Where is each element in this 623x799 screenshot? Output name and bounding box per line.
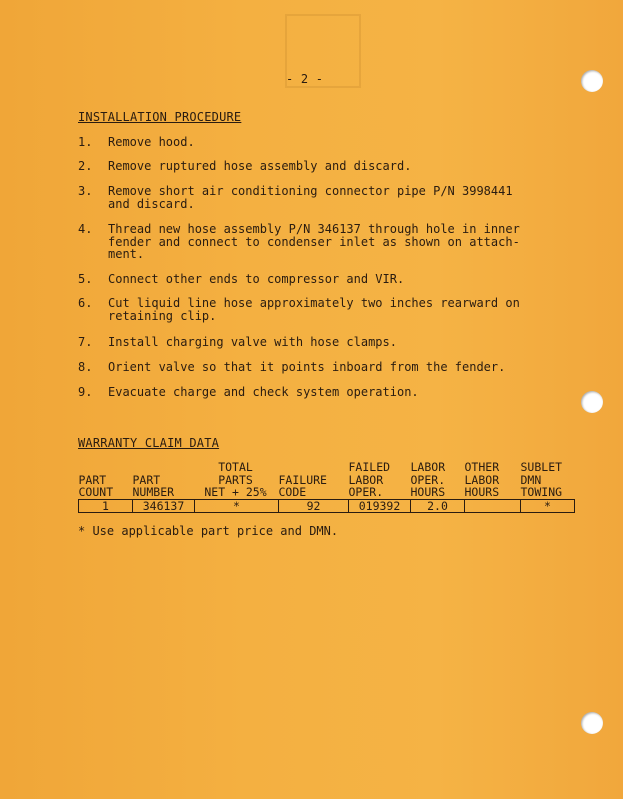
installation-heading: INSTALLATION PROCEDURE	[78, 110, 242, 124]
step-number: 9.	[78, 385, 93, 399]
step-number: 6.	[78, 296, 93, 310]
step-number: 3.	[78, 184, 93, 198]
step-text: Evacuate charge and check system operation.	[108, 385, 419, 399]
step-text: Remove ruptured hose assembly and discard.	[108, 159, 412, 173]
binder-hole-bottom	[581, 712, 603, 734]
table-cell: *	[195, 499, 279, 513]
binder-hole-middle	[581, 391, 603, 413]
step-text: Thread new hose assembly P/N 346137 through hole in inner fender and connect to condenser inlet as shown on attach- ment.	[108, 222, 520, 261]
table-cell: 92	[279, 499, 349, 513]
step-text: Orient valve so that it points inboard from the fender.	[108, 360, 506, 374]
table-cell: 1	[79, 499, 133, 513]
column-header: OTHER LABOR HOURS	[464, 460, 500, 499]
footnote: * Use applicable part price and DMN.	[78, 524, 339, 538]
column-header: FAILURE CODE	[278, 472, 327, 499]
column-header: PART COUNT	[78, 472, 114, 499]
step-number: 5.	[78, 272, 93, 286]
table-row	[79, 499, 575, 513]
warranty-claim-table	[78, 461, 575, 513]
binder-hole-top	[581, 70, 603, 92]
step-number: 8.	[78, 360, 93, 374]
column-header: TOTAL PARTS NET + 25%	[204, 460, 267, 499]
step-text: Cut liquid line hose approximately two inches rearward on retaining clip.	[108, 296, 520, 323]
page-number: - 2 -	[286, 72, 324, 86]
column-header: SUBLET DMN TOWING	[520, 460, 563, 499]
table-header-row	[79, 461, 575, 499]
column-header: LABOR OPER. HOURS	[410, 460, 446, 499]
step-text: Remove hood.	[108, 135, 195, 149]
column-header: PART NUMBER	[132, 472, 175, 499]
table-cell: 346137	[133, 499, 195, 513]
step-text: Install charging valve with hose clamps.	[108, 335, 397, 349]
table-cell: 2.0	[411, 499, 465, 513]
table-cell	[465, 499, 521, 513]
step-number: 1.	[78, 135, 93, 149]
step-text: Connect other ends to compressor and VIR.	[108, 272, 405, 286]
step-number: 2.	[78, 159, 93, 173]
table-cell: *	[521, 499, 575, 513]
warranty-heading: WARRANTY CLAIM DATA	[78, 436, 220, 450]
step-number: 4.	[78, 222, 93, 236]
step-text: Remove short air conditioning connector pipe P/N 3998441 and discard.	[108, 184, 513, 211]
table-cell: 019392	[349, 499, 411, 513]
step-number: 7.	[78, 335, 93, 349]
column-header: FAILED LABOR OPER.	[348, 460, 391, 499]
